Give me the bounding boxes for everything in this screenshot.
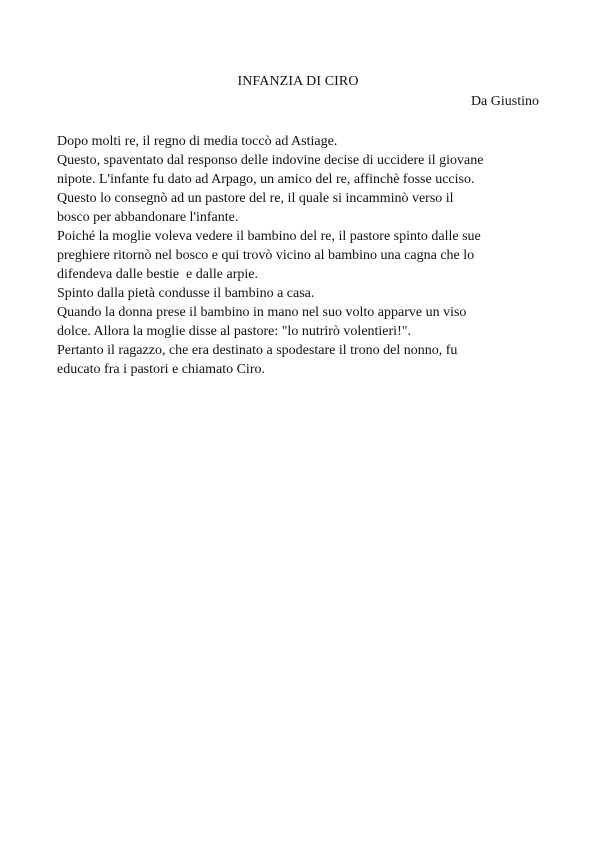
body-line: preghiere ritornò nel bosco e qui trovò vicino al bambino una cagna che lo <box>57 248 475 263</box>
body-line: Dopo molti re, il regno di media toccò ad Astiage. <box>57 134 338 149</box>
body-line: nipote. L'infante fu dato ad Arpago, un amico del re, affinchè fosse ucciso. <box>57 172 475 187</box>
body-line: Spinto dalla pietà condusse il bambino a casa. <box>57 286 315 301</box>
document-body <box>57 132 547 379</box>
body-line: Quando la donna prese il bambino in mano nel suo volto apparve un viso <box>57 305 467 320</box>
body-line: Poiché la moglie voleva vedere il bambino del re, il pastore spinto dalle sue <box>57 229 481 244</box>
body-line: bosco per abbandonare l'infante. <box>57 210 239 225</box>
body-line: difendeva dalle bestie e dalle arpie. <box>57 267 258 282</box>
body-line: educato fra i pastori e chiamato Ciro. <box>57 362 265 377</box>
document-title: INFANZIA DI CIRO <box>237 74 359 89</box>
body-line: Questo, spaventato dal responso delle indovine decise di uccidere il giovane <box>57 153 484 168</box>
document-author: Da Giustino <box>470 94 539 109</box>
body-line: Questo lo consegnò ad un pastore del re, il quale si incamminò verso il <box>57 191 454 206</box>
body-line: dolce. Allora la moglie disse al pastore: "lo nutrirò volentieri!". <box>57 324 411 339</box>
body-line: Pertanto il ragazzo, che era destinato a spodestare il trono del nonno, fu <box>57 343 458 358</box>
